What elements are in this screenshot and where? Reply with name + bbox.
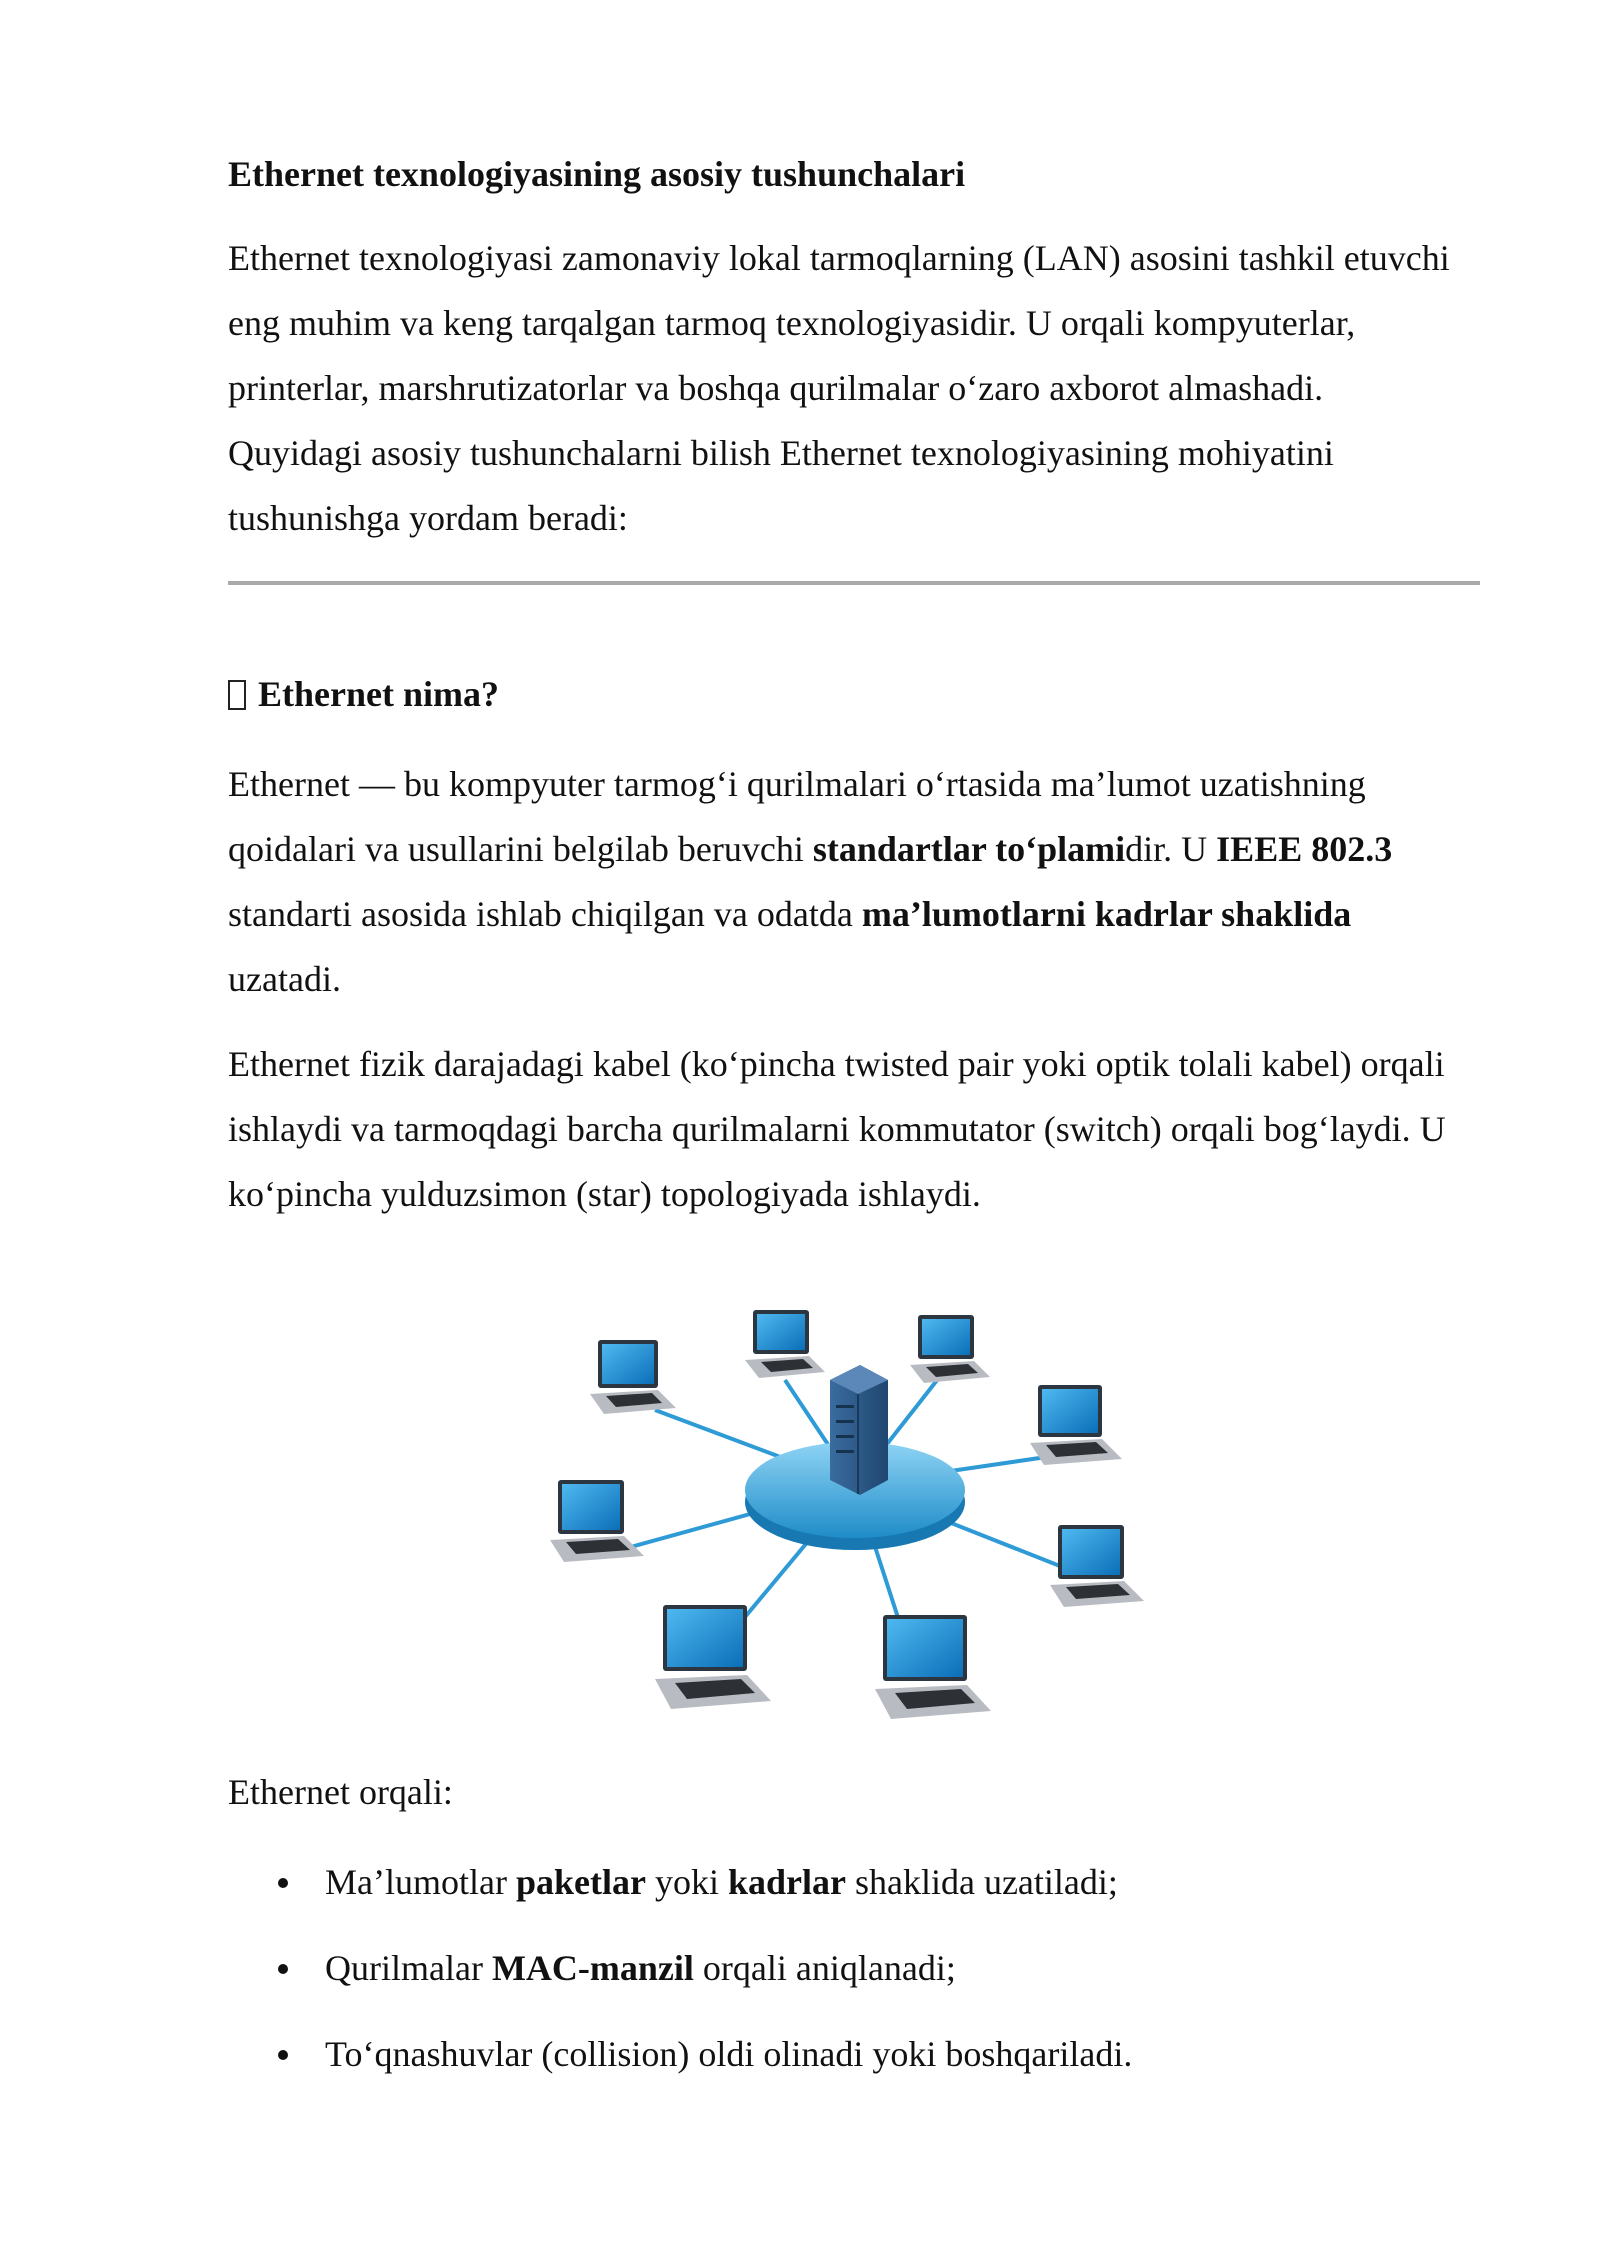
missing-glyph-icon [228, 680, 246, 710]
p1-bold-standard-set: standartlar to‘plami [812, 829, 1126, 869]
bullet-bold: paketlar [515, 1862, 646, 1902]
feature-list [270, 1860, 1132, 2118]
bullet-text: To‘qnashuvlar (collision) oldi olinadi yoki boshqariladi. [325, 2034, 1133, 2074]
section-title [228, 672, 1478, 716]
bullet-text: yoki [645, 1862, 728, 1902]
p1-bold-frames: ma’lumotlarni kadrlar shaklida [861, 894, 1352, 934]
document-title: Ethernet texnologiyasining asosiy tushunchalari [228, 154, 966, 194]
bullet-bold: kadrlar [727, 1862, 846, 1902]
bullet-icon [278, 1878, 288, 1888]
list-intro: Ethernet orqali: [228, 1772, 453, 1812]
p1-text-2: dir. U [1125, 829, 1217, 869]
horizontal-divider [228, 581, 1480, 585]
p1-text-1: Ethernet — bu kompyuter tarmog‘i qurilmalari o‘rtasida ma’lumot uzatishning qoidalari va usullarini belgilab beruvchi [228, 764, 1366, 869]
intro-paragraph: Ethernet texnologiyasi zamonaviy lokal tarmoqlarning (LAN) asosini tashkil etuvchi eng muhim va keng tarqalgan tarmoq texnologiyasidir. U orqali kompyuterlar, printerlar, marshrutizatorlar va boshqa qurilmalar o‘zaro axborot almashadi. Quyidagi asosiy tushunchalarni bilish Ethernet texnologiyasining mohiyatini tushunishga yordam beradi: [228, 238, 1450, 538]
section-title-text: Ethernet nima? [258, 674, 499, 714]
list-item [270, 1946, 1132, 2032]
bullet-text: Qurilmalar [325, 1948, 492, 1988]
definition-paragraph [228, 752, 1473, 1012]
list-item [270, 1860, 1132, 1946]
list-item [270, 2032, 1132, 2118]
p1-text-4: uzatadi. [228, 959, 341, 999]
p1-bold-ieee: IEEE 802.3 [1216, 829, 1393, 869]
bullet-text: shaklida uzatiladi; [845, 1862, 1118, 1902]
p1-text-3: standarti asosida ishlab chiqilgan va odatda [228, 894, 862, 934]
bullet-bold: MAC-manzil [491, 1948, 694, 1988]
bullet-text: orqali aniqlanadi; [693, 1948, 956, 1988]
bullet-text: Ma’lumotlar [325, 1862, 516, 1902]
bullet-icon [278, 2050, 288, 2060]
bullet-icon [278, 1964, 288, 1974]
physical-layer-paragraph: Ethernet fizik darajadagi kabel (ko‘pincha twisted pair yoki optik tolali kabel) orqali ishlaydi va tarmoqdagi barcha qurilmalarni kommutator (switch) orqali bog‘laydi. U ko‘pincha yulduzsimon (star) topologiyada ishlaydi. [228, 1044, 1446, 1214]
star-network-topology-image [530, 1290, 1180, 1750]
